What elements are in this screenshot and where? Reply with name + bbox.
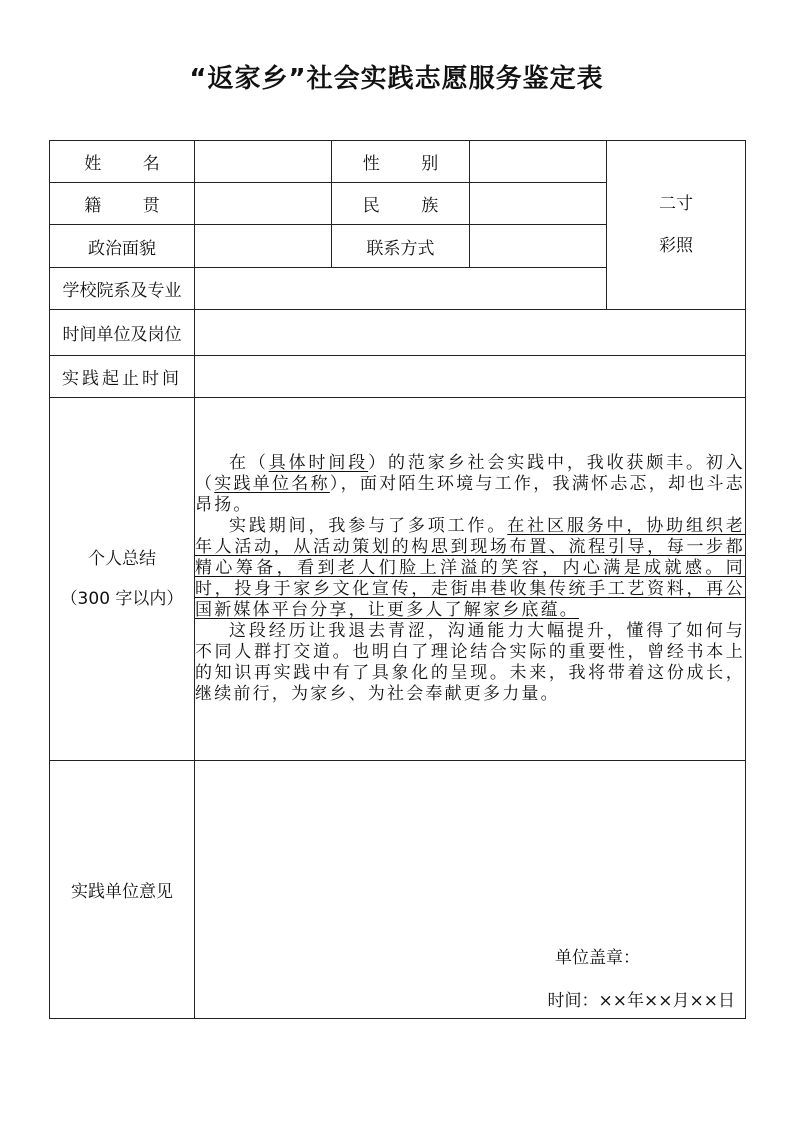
photo-size-label: 二寸: [659, 194, 693, 214]
opinion-date-label: 时间：××年××月××日: [547, 991, 735, 1011]
unit-opinion-label: 实践单位意见: [50, 761, 195, 1019]
photo-box[interactable]: [607, 141, 746, 310]
unit-opinion-field[interactable]: [195, 761, 746, 1019]
appraisal-form-table: [49, 140, 746, 1019]
summary-label-cell: [50, 398, 195, 761]
name-label: 姓 名: [50, 141, 195, 183]
page-title: “返家乡”社会实践志愿服务鉴定表: [189, 64, 604, 94]
practice-period-label: 实践起止时间: [50, 356, 195, 398]
political-status-label: 政治面貌: [50, 225, 195, 268]
native-place-label: 籍 贯: [50, 183, 195, 225]
unit-stamp-label: 单位盖章：: [555, 948, 640, 968]
summary-label: 个人总结: [88, 549, 156, 569]
summary-paragraph-1: 在（具体时间段）的范家乡社会实践中，我收获颇丰。初入（实践单位名称），面对陌生环境与工作，我满怀忐忑，却也斗志昂扬。: [195, 453, 745, 515]
photo-color-label: 彩照: [659, 236, 693, 256]
gender-label: 性 别: [332, 141, 470, 183]
native-place-field[interactable]: [195, 183, 332, 225]
unit-position-field[interactable]: [195, 310, 746, 356]
ethnicity-field[interactable]: [470, 183, 607, 225]
unit-position-label: 时间单位及岗位: [50, 310, 195, 356]
ethnicity-label: 民 族: [332, 183, 470, 225]
summary-paragraph-2: 实践期间，我参与了多项工作。在社区服务中，协助组织老年人活动，从活动策划的构思到现场布置、流程引导，每一步都精心筹备，看到老人们脸上洋溢的笑容，内心满是成就感。同时，投身于家乡文化宣传，走街串巷收集传统手工艺资料，再公国新媒体平台分享，让更多人了解家乡底蕴。: [195, 516, 745, 620]
gender-field[interactable]: [470, 141, 607, 183]
school-major-field[interactable]: [195, 268, 607, 310]
contact-field[interactable]: [470, 225, 607, 268]
political-status-field[interactable]: [195, 225, 332, 268]
summary-limit-label: （300 字以内）: [60, 589, 184, 609]
practice-period-field[interactable]: [195, 356, 746, 398]
school-major-label: 学校院系及专业: [50, 268, 195, 310]
name-field[interactable]: [195, 141, 332, 183]
summary-text-area[interactable]: [195, 398, 746, 761]
contact-label: 联系方式: [332, 225, 470, 268]
summary-paragraph-3: 这段经历让我退去青涩，沟通能力大幅提升，懂得了如何与不同人群打交道。也明白了理论结合实际的重要性，曾经书本上的知识再实践中有了具象化的呈现。未来，我将带着这份成长，继续前行，为家乡、为社会奉献更多力量。: [195, 621, 745, 704]
